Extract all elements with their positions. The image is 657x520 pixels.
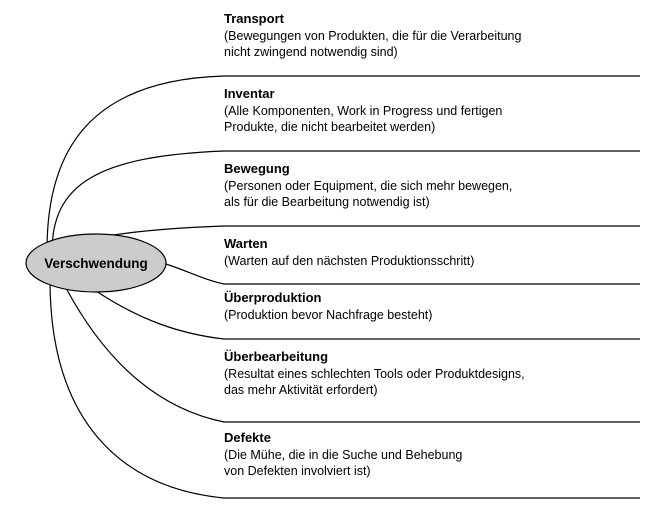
branch-title-bewegung: Bewegung (224, 161, 290, 176)
branch-description-ueberbearbeitung (224, 366, 525, 398)
branch-description-line: (Bewegungen von Produkten, die für die Verarbeitung (224, 29, 522, 43)
branch-description-line: (Die Mühe, die in die Suche und Behebung (224, 448, 463, 462)
branch-description-line: (Personen oder Equipment, die sich mehr bewegen, (224, 179, 513, 193)
branch-description-line: (Produktion bevor Nachfrage besteht) (224, 308, 433, 322)
branch-description-line: von Defekten involviert ist) (224, 464, 371, 478)
branch-title-inventar: Inventar (224, 86, 275, 101)
branch-ueberproduktion (224, 290, 432, 323)
branch-description-inventar (224, 103, 502, 135)
branch-description-warten (224, 253, 474, 269)
branch-description-transport (224, 28, 521, 60)
branch-description-line: als für die Bearbeitung notwendig ist) (224, 195, 430, 209)
branch-description-ueberproduktion (224, 307, 432, 323)
root-node-label: Verschwendung (44, 256, 148, 271)
branch-ueberbearbeitung (224, 349, 525, 398)
branch-title-ueberproduktion: Überproduktion (224, 290, 322, 305)
branch-transport (224, 11, 521, 60)
branch-defekte (224, 430, 462, 479)
branch-bewegung (224, 161, 512, 210)
branch-title-ueberbearbeitung: Überbearbeitung (224, 349, 329, 364)
branch-description-defekte (224, 447, 462, 479)
branch-description-line: nicht zwingend notwendig sind) (224, 45, 398, 59)
branch-warten (224, 236, 474, 269)
branch-description-line: (Resultat eines schlechten Tools oder Produktdesigns, (224, 367, 525, 381)
branch-description-line: (Warten auf den nächsten Produktionsschritt) (224, 254, 475, 268)
branch-description-line: das mehr Aktivität erfordert) (224, 383, 378, 397)
branch-inventar (224, 86, 502, 135)
branch-title-warten: Warten (224, 236, 268, 251)
branch-description-line: Produkte, die nicht bearbeitet werden) (224, 120, 436, 134)
branch-description-line: (Alle Komponenten, Work in Progress und fertigen (224, 104, 503, 118)
branch-title-transport: Transport (224, 11, 284, 26)
branch-description-bewegung (224, 178, 512, 210)
branch-title-defekte: Defekte (224, 430, 271, 445)
